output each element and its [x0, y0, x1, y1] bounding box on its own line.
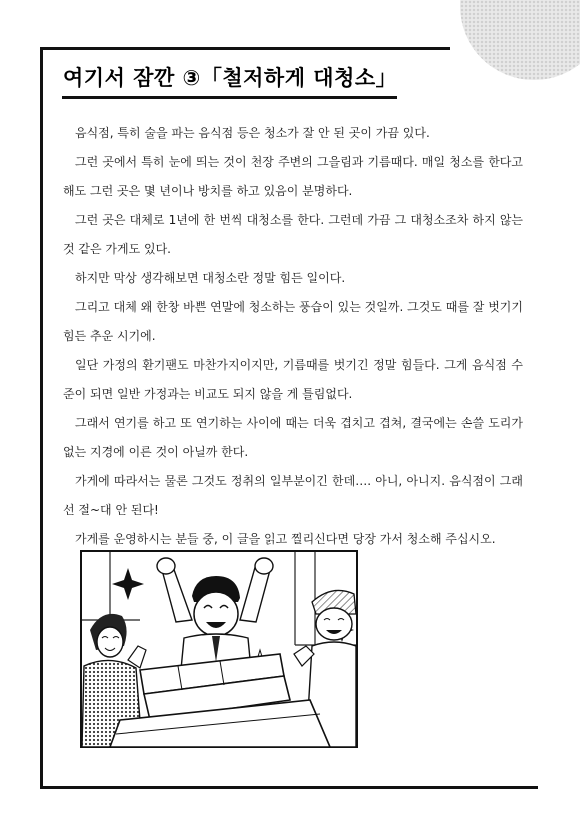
manga-illustration: [80, 550, 358, 748]
paragraph: 그래서 연기를 하고 또 연기하는 사이에 때는 더욱 겹치고 겹쳐, 결국에는 손쓸 도리가 없는 지경에 이른 것이 아닐까 한다.: [63, 416, 523, 459]
paragraph: 가게에 따라서는 물론 그것도 정취의 일부분이긴 한데…. 아니, 아니지. 음식점이 그래선 절~대 안 된다!: [63, 474, 523, 517]
paragraph: 그런 곳은 대체로 1년에 한 번씩 대청소를 한다. 그런데 가끔 그 대청소조차 하지 않는 것 같은 가게도 있다.: [63, 213, 523, 256]
frame-top-border: [40, 47, 450, 50]
paragraph: 하지만 막상 생각해보면 대청소란 정말 힘든 일이다.: [75, 271, 346, 285]
section-title: 여기서 잠깐 ③「철저하게 대청소」: [63, 66, 398, 90]
corner-halftone-circle: [460, 0, 580, 80]
paragraph: 그리고 대체 왜 한창 바쁜 연말에 청소하는 풍습이 있는 것일까. 그것도 때를 잘 벗기기 힘든 추운 시기에.: [63, 300, 523, 343]
paragraph: 일단 가정의 환기팬도 마찬가지이지만, 기름때를 벗기긴 정말 힘들다. 그게 음식점 수준이 되면 일반 가정과는 비교도 되지 않을 게 틀림없다.: [63, 358, 523, 401]
frame-bottom-border: [40, 786, 538, 789]
paragraph: 그런 곳에서 특히 눈에 띄는 것이 천장 주변의 그을림과 기름때다. 매일 청소를 한다고 해도 그런 곳은 몇 년이나 방치를 하고 있음이 분명하다.: [63, 155, 523, 198]
title-underline: [62, 96, 397, 99]
frame-left-border: [40, 47, 43, 789]
paragraph: 가게를 운영하시는 분들 중, 이 글을 읽고 찔리신다면 당장 가서 청소해 주십시오.: [75, 532, 496, 546]
paragraph: 음식점, 특히 술을 파는 음식점 등은 청소가 잘 안 된 곳이 가끔 있다.: [75, 126, 430, 140]
body-text: [63, 119, 523, 554]
